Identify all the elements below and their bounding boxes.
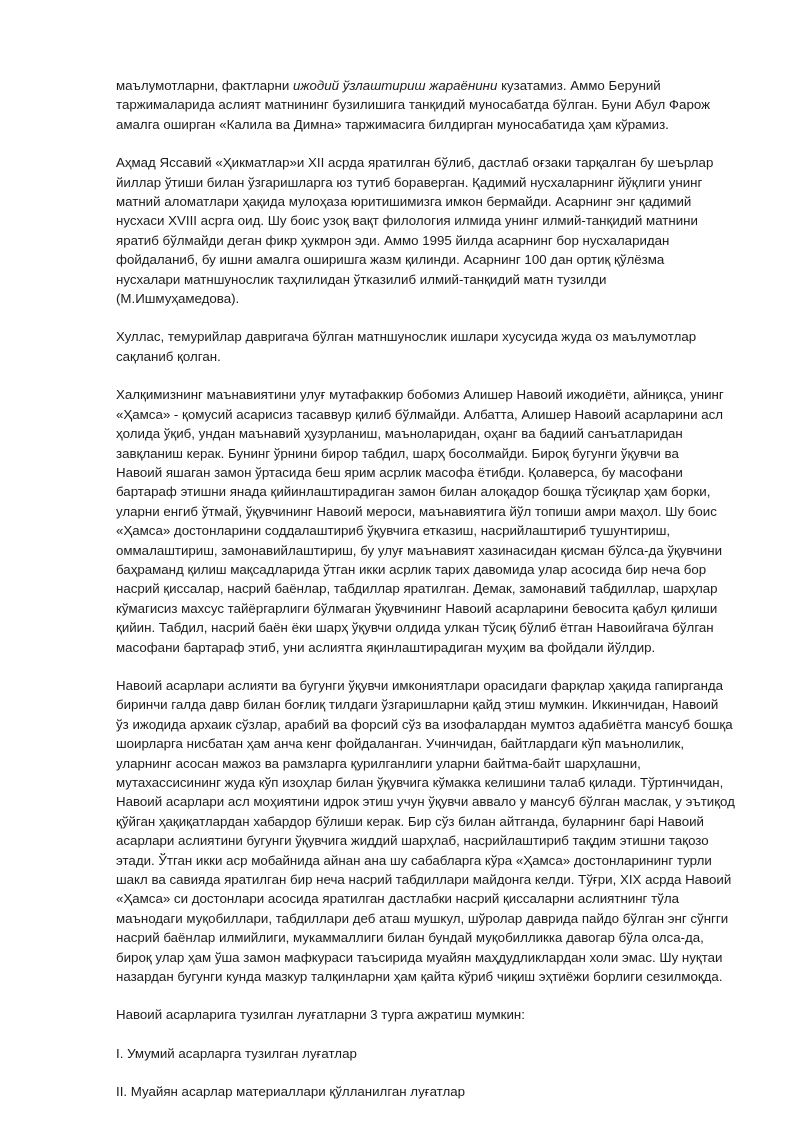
text-line: ҳолида ўқиб, ундан маънавий ҳузурланиш, маъноларидан, оҳанг ва бадиий санъатларидан	[116, 426, 683, 442]
text-line: Навоий асарларига тузилган луғатларни 3 турга ажратиш мумкин:	[116, 1007, 525, 1023]
text-line: мутахассисининг жуда кўп изоҳлар билан ўқувчига кўмакка келишини талаб қилади. Тўртинчидан,	[116, 775, 724, 790]
paragraph-4	[116, 385, 756, 657]
text-line: насрий қиссалар, насрий баёнлар, табдиллар яратилган. Демак, замонавий табдиллар, шарҳлар	[116, 581, 718, 597]
text-line: шакл ва савияда яратилган бир неча насрий табдиллари майдонга келди. Тўғри, XIX асрда Навоий	[116, 872, 732, 888]
text-line: қўйган ҳақиқатлардан хабардор бўлиши керак. Бир сўз билан айтганда, буларнинг барі Навоий	[116, 813, 704, 829]
text-line: завқланиш керак. Бунинг ўрнини бирор табдил, шарҳ босолмайди. Бироқ бугунги ўқувчи ва	[116, 445, 679, 461]
text-line: сақланиб қолган.	[116, 348, 221, 364]
text-line: кўмагисиз махсус тайёргарлиги бўлмаган ўқувчининг Навоий асарларини бевосита қабул қилиши	[116, 600, 718, 616]
paragraph-6	[116, 1005, 756, 1024]
text-line: II. Муайян асарлар материаллари қўлланилган луғатлар	[116, 1084, 466, 1100]
text-line: «Ҳамса» - қомусий асарисиз тасаввур қилиб бўлмайди. Албатта, Алишер Навоий асарларини асл	[116, 406, 724, 422]
text-line: Навоий асарлари асл моҳиятини идрок этиш учун ўқувчи аввало у мансуб бўлган маслак, у эътиқод	[116, 794, 735, 810]
text-line: Халқимизнинг маънавиятини улуғ мутафаккир бобомиз Алишер Навоий ижодиёти, айниқса, унинг	[116, 387, 724, 403]
text-line: қийин. Табдил, насрий баён ёки шарҳ ўқувчи олдида улкан тўсиқ бўлиб ётган Навоийгача бўлган	[116, 620, 714, 636]
text-line: шоирларга нисбатан ҳам анча кенг фойдаланган. Учинчидан, байтлардаги кўп маънолилик,	[116, 736, 685, 752]
text-line: этади. Ўтган икки аср мобайнида айнан ана шу сабабларга кўра «Ҳамса» достонларининг турли	[116, 852, 712, 868]
text-line: яратиб бўлмайди деган фикр ҳукмрон эди. Аммо 1995 йилда асарнинг бор нусхаларидан	[116, 232, 670, 248]
text-line: (М.Ишмуҳамедова).	[116, 291, 240, 307]
text-line: баҳраманд қилиш мақсадларида ўтган икки асрлик тарих давомида улар асосида бир неча бор	[116, 561, 707, 577]
text-line: уларнинг асосан мажоз ва рамзларга қурилганлиги уларни байтма-байт шарҳлашни,	[116, 755, 641, 771]
text-line: назардан бугунги кунда мазкур талқинларни ҳам қайта кўриб чиқиш эҳтиёжи борлиги сезилмоқда.	[116, 969, 723, 985]
text-line: асарлари аслиятини бугунги ўқувчига жиддий шарҳлаб, насрийлаштириб тақдим этишни тақозо	[116, 833, 709, 849]
text-line: маънодаги муқобиллари, табдиллари деб аташ мушкул, шўролар даврида пайдо бўлган энг сўнгги	[116, 910, 729, 926]
text-line: Навоий яшаган замон ўртасида беш ярим асрлик масофа ётибди. Қолаверса, бу масофани	[116, 464, 683, 480]
list-item-2	[116, 1082, 756, 1101]
document-body	[116, 76, 756, 1121]
text-line: ўз ижодида архаик сўзлар, арабий ва форсий сўз ва изофалардан мумтоз адабиётга мансуб бошқа	[116, 716, 733, 732]
text-line: бартараф этишни янада қийинлаштирадиган замон билан алоқадор бошқа тўсиқлар ҳам борки,	[116, 484, 711, 500]
text-line: оммалаштириш, замонавийлаштириш, бу улуғ маънавият хазинасидан қисман бўлса-да ўқувчини	[116, 542, 723, 558]
text-line: Навоий асарлари аслияти ва бугунги ўқувчи имкониятлари орасидаги фарқлар ҳақида гапирганда	[116, 677, 724, 693]
text-line: амалга оширган «Калила ва Димна» таржимасига билдирган муносабатида ҳам кўрамиз.	[116, 116, 669, 132]
text-line: йиллар ўтиши билан ўзгаришларга юз тутиб бораверган. Қадимий нусхаларнинг йўқлиги унинг	[116, 174, 703, 190]
text-line: маълумотларни, фактларни ижодий ўзлаштириш жараёнини кузатамиз. Аммо Беруний	[116, 78, 661, 93]
text-line: насрий баёнлар илмийлиги, мукаммаллиги билан бундай муқобилликка давогар бўла олса-да,	[116, 930, 704, 946]
paragraph-1	[116, 76, 756, 134]
emphasis-text: ижодий ўзлаштириш жараёнини	[292, 78, 498, 93]
text-line: Аҳмад Яссавий «Ҳикматлар»и XII асрда яратилган бўлиб, дастлаб оғзаки тарқалган бу шеърлар	[116, 155, 714, 171]
paragraph-3	[116, 327, 756, 366]
text-line: I. Умумий асарларга тузилган луғатлар	[116, 1045, 357, 1061]
text-line: уларни енгиб ўтмай, ўқувчининг Навоий мероси, маънавиятига йўл топиши амри маҳол. Шу боис	[116, 503, 717, 519]
list-item-1	[116, 1044, 756, 1063]
text-line: бироқ улар ҳам ўша замон мафкураси таъсирида муайян маҳдудликлардан холи эмас. Шу нуқтаи	[116, 949, 723, 965]
text-line: Хуллас, темурийлар давригача бўлган матншунослик ишлари хусусида жуда оз маълумотлар	[116, 329, 697, 345]
text-line: биринчи галда давр билан боғлиқ тилдаги ўзгаришларни қайд этиш мумкин. Иккинчидан, Навоий	[116, 697, 719, 713]
text-line: «Ҳамса» достонларини соддалаштириб ўқувчига етказиш, насрийлаштириб тушунтириш,	[116, 523, 671, 539]
text-line: «Ҳамса» си достонлари асосида яратилган дастлабки насрий қиссаларни аслиятнинг тўла	[116, 891, 679, 907]
text-line: фойдаланиб, бу ишни амалга оширишга жазм қилинди. Асарнинг 100 дан ортиқ қўлёзма	[116, 252, 665, 268]
paragraph-2	[116, 153, 756, 308]
text-line: нусхаси XVIII асрга оид. Шу боис узоқ вақт филология илмида унинг илмий-танқидий матнини	[116, 213, 698, 229]
text-line: нусхалари матншунослик таҳлилидан ўтказилиб илмий-танқидий матн тузилди	[116, 271, 607, 287]
text-line: матний аломатлари ҳақида мулоҳаза юритишимизга имкон бермайди. Асарнинг энг қадимий	[116, 194, 692, 210]
text-line: таржималарида аслият матнининг бузилишига танқидий муносабатда бўлган. Буни Абул Фарож	[116, 97, 710, 113]
paragraph-5	[116, 676, 756, 987]
text-line: масофани бартараф этиб, уни аслиятга яқинлаштирадиган муҳим ва фойдали йўлдир.	[116, 639, 656, 655]
